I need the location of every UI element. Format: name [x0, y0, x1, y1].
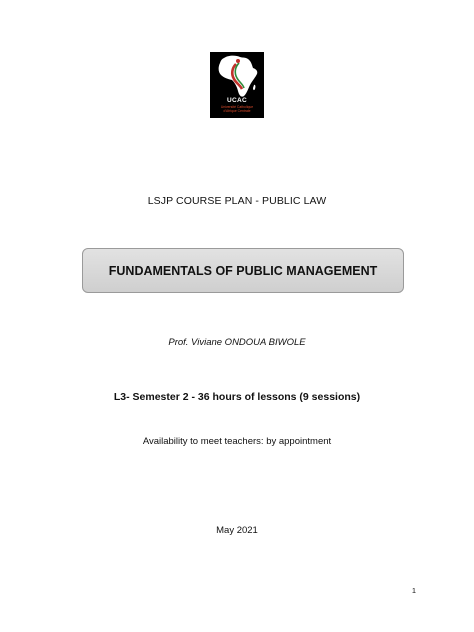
availability-note: Availability to meet teachers: by appointment: [142, 436, 332, 447]
course-plan-heading: LSJP COURSE PLAN - PUBLIC LAW: [147, 195, 327, 207]
logo-university-name-line1: Université Catholique: [220, 105, 254, 109]
document-date: May 2021: [216, 525, 258, 536]
university-logo: [210, 52, 264, 118]
professor-name: Prof. Viviane ONDOUA BIWOLE: [168, 337, 306, 348]
document-title: FUNDAMENTALS OF PUBLIC MANAGEMENT: [108, 263, 378, 278]
page-number: 1: [411, 586, 416, 595]
semester-info: L3- Semester 2 - 36 hours of lessons (9 sessions): [113, 391, 361, 403]
logo-acronym: UCAC: [227, 97, 247, 104]
logo-university-name-line2: d'Afrique Centrale: [223, 109, 251, 113]
title-box: [82, 248, 404, 293]
